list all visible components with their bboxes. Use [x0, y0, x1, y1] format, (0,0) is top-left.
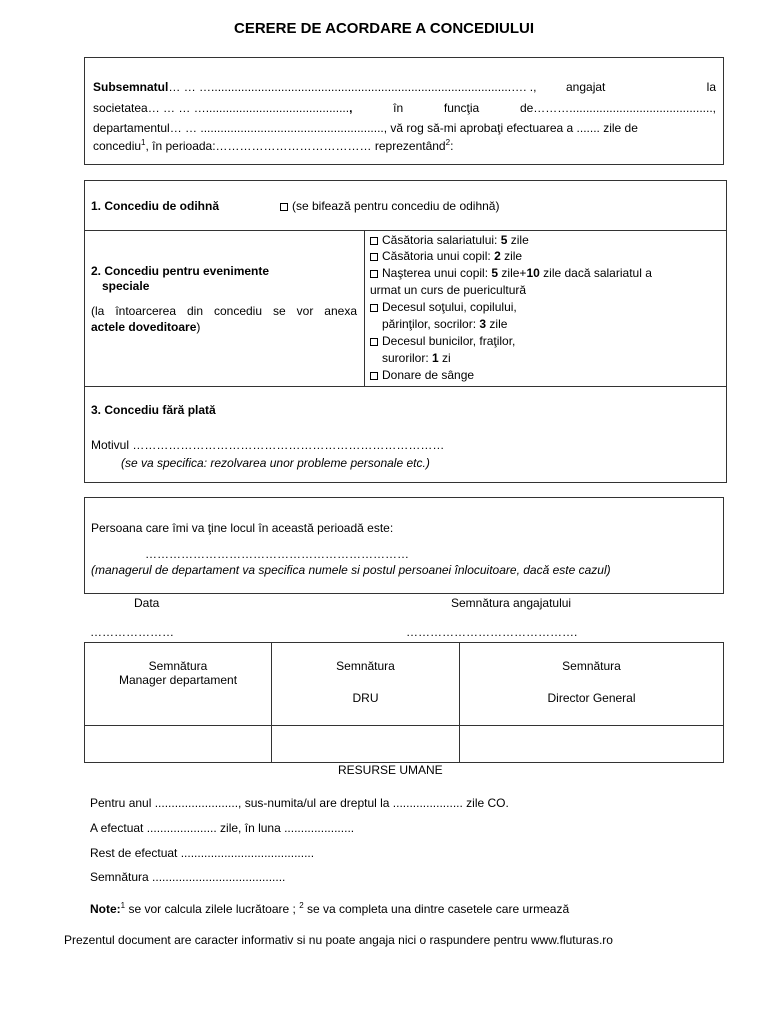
signatures-table — [84, 642, 724, 763]
hr-line-3[interactable]: Rest de efectuat ........................................ — [90, 846, 315, 860]
sig-manager-header: Semnătura Manager departament — [85, 643, 272, 726]
checkbox-icon[interactable] — [370, 338, 378, 346]
note-line: Note:$^1$ se vor calcula zilele lucrătoare ; $^2$ se va completa una dintre casetele care urmează — [90, 901, 570, 916]
subsemnatul-label: Subsemnatul — [93, 80, 169, 94]
intro-box — [84, 57, 724, 165]
comma: , — [349, 101, 353, 115]
replacement-hint: (managerul de departament va specifica numele si postul persoanei înlocuitoare, dacă este cazul) — [91, 563, 611, 577]
section1-checkbox[interactable] — [280, 199, 499, 213]
leave-types-box — [84, 180, 727, 483]
date-field[interactable]: ………………… — [90, 625, 174, 639]
angajat-text: angajat — [566, 80, 606, 94]
checkbox-icon[interactable] — [370, 270, 378, 278]
option-death-1[interactable]: Decesul soţului, copilului, — [370, 300, 517, 314]
hr-line-2[interactable]: A efectuat ..................... zile, în luna ..................... — [90, 821, 355, 835]
section2-label: 2. Concediu pentru evenimente — [91, 264, 270, 278]
section1-note: (se bifează pentru concediu de odihnă) — [292, 199, 500, 213]
checkbox-icon[interactable] — [370, 304, 378, 312]
option-birth-2: urmat un curs de puericultură — [370, 283, 527, 297]
employee-signature-label: Semnătura angajatului — [451, 596, 572, 610]
period-line[interactable]: concediu$^1$, în perioada:………………………………… reprezentând$^2$: — [93, 138, 454, 153]
option-death-2b: surorilor: 1 zi — [382, 351, 451, 365]
checkbox-icon[interactable] — [370, 237, 378, 245]
employee-signature-field[interactable]: ……………………………………. — [406, 625, 578, 639]
functia-text: funcţia — [443, 101, 480, 115]
la-text: la — [706, 80, 716, 94]
option-child-marriage[interactable]: Căsătoria unui copil: 2 zile — [370, 249, 522, 263]
date-label: Data — [134, 596, 160, 610]
replacement-box — [84, 497, 724, 594]
hr-title: RESURSE UMANE — [338, 763, 443, 777]
replacement-field[interactable]: ………………………………………………………… — [145, 547, 409, 561]
name-field[interactable]: … … …..........................................................................................…. ., — [168, 80, 537, 94]
in-text: în — [393, 101, 404, 115]
option-blood[interactable]: Donare de sânge — [370, 368, 474, 382]
footer-disclaimer: Prezentul document are caracter informativ si nu poate angaja nici o raspundere pentru www.fluturas.ro — [64, 933, 613, 947]
department-line[interactable]: departamentul… … ......................................................., vă rog să-mi aprobaţi efectuarea a ....... zile de — [93, 121, 638, 135]
option-death-2[interactable]: Decesul bunicilor, fraţilor, — [370, 334, 515, 348]
section3-label: 3. Concediu fără plată — [91, 403, 216, 417]
sig-manager-field[interactable] — [85, 726, 272, 763]
section1-label: 1. Concediu de odihnă — [91, 199, 220, 213]
checkbox-icon[interactable] — [280, 203, 288, 211]
page-title: CERERE DE ACORDARE A CONCEDIULUI — [233, 20, 534, 37]
section2-annex-2: actele doveditoare) — [91, 320, 201, 334]
checkbox-icon[interactable] — [370, 372, 378, 380]
sig-dru-field[interactable] — [272, 726, 460, 763]
sig-dru-header: Semnătura DRU — [272, 643, 460, 726]
option-birth[interactable]: Naşterea unui copil: 5 zile+10 zile dacă salariatul a — [370, 266, 719, 280]
section2-annex: (la întoarcerea din concediu se vor anexa — [91, 304, 357, 318]
company-field[interactable]: societatea… … … …........................................... — [93, 101, 350, 115]
checkbox-icon[interactable] — [370, 253, 378, 261]
hr-line-1[interactable]: Pentru anul ........................., sus-numita/ul are dreptul la ..................... zile CO. — [90, 796, 509, 810]
function-field[interactable]: de………..........................................., — [519, 101, 716, 115]
option-marriage[interactable]: Căsătoria salariatului: 5 zile — [370, 233, 529, 247]
sig-director-field[interactable] — [460, 726, 724, 763]
hr-line-4[interactable]: Semnătura ........................................ — [90, 870, 286, 884]
motiv-field[interactable]: Motivul …………………………………………………………………… — [91, 438, 445, 452]
sig-director-header: Semnătura Director General — [460, 643, 724, 726]
section3-hint: (se va specifica: rezolvarea unor probleme personale etc.) — [121, 456, 430, 470]
section2-label-2: speciale — [102, 279, 150, 293]
option-death-1b: părinţilor, socrilor: 3 zile — [382, 317, 508, 331]
replacement-text: Persoana care îmi va ţine locul în această perioadă este: — [91, 521, 394, 535]
